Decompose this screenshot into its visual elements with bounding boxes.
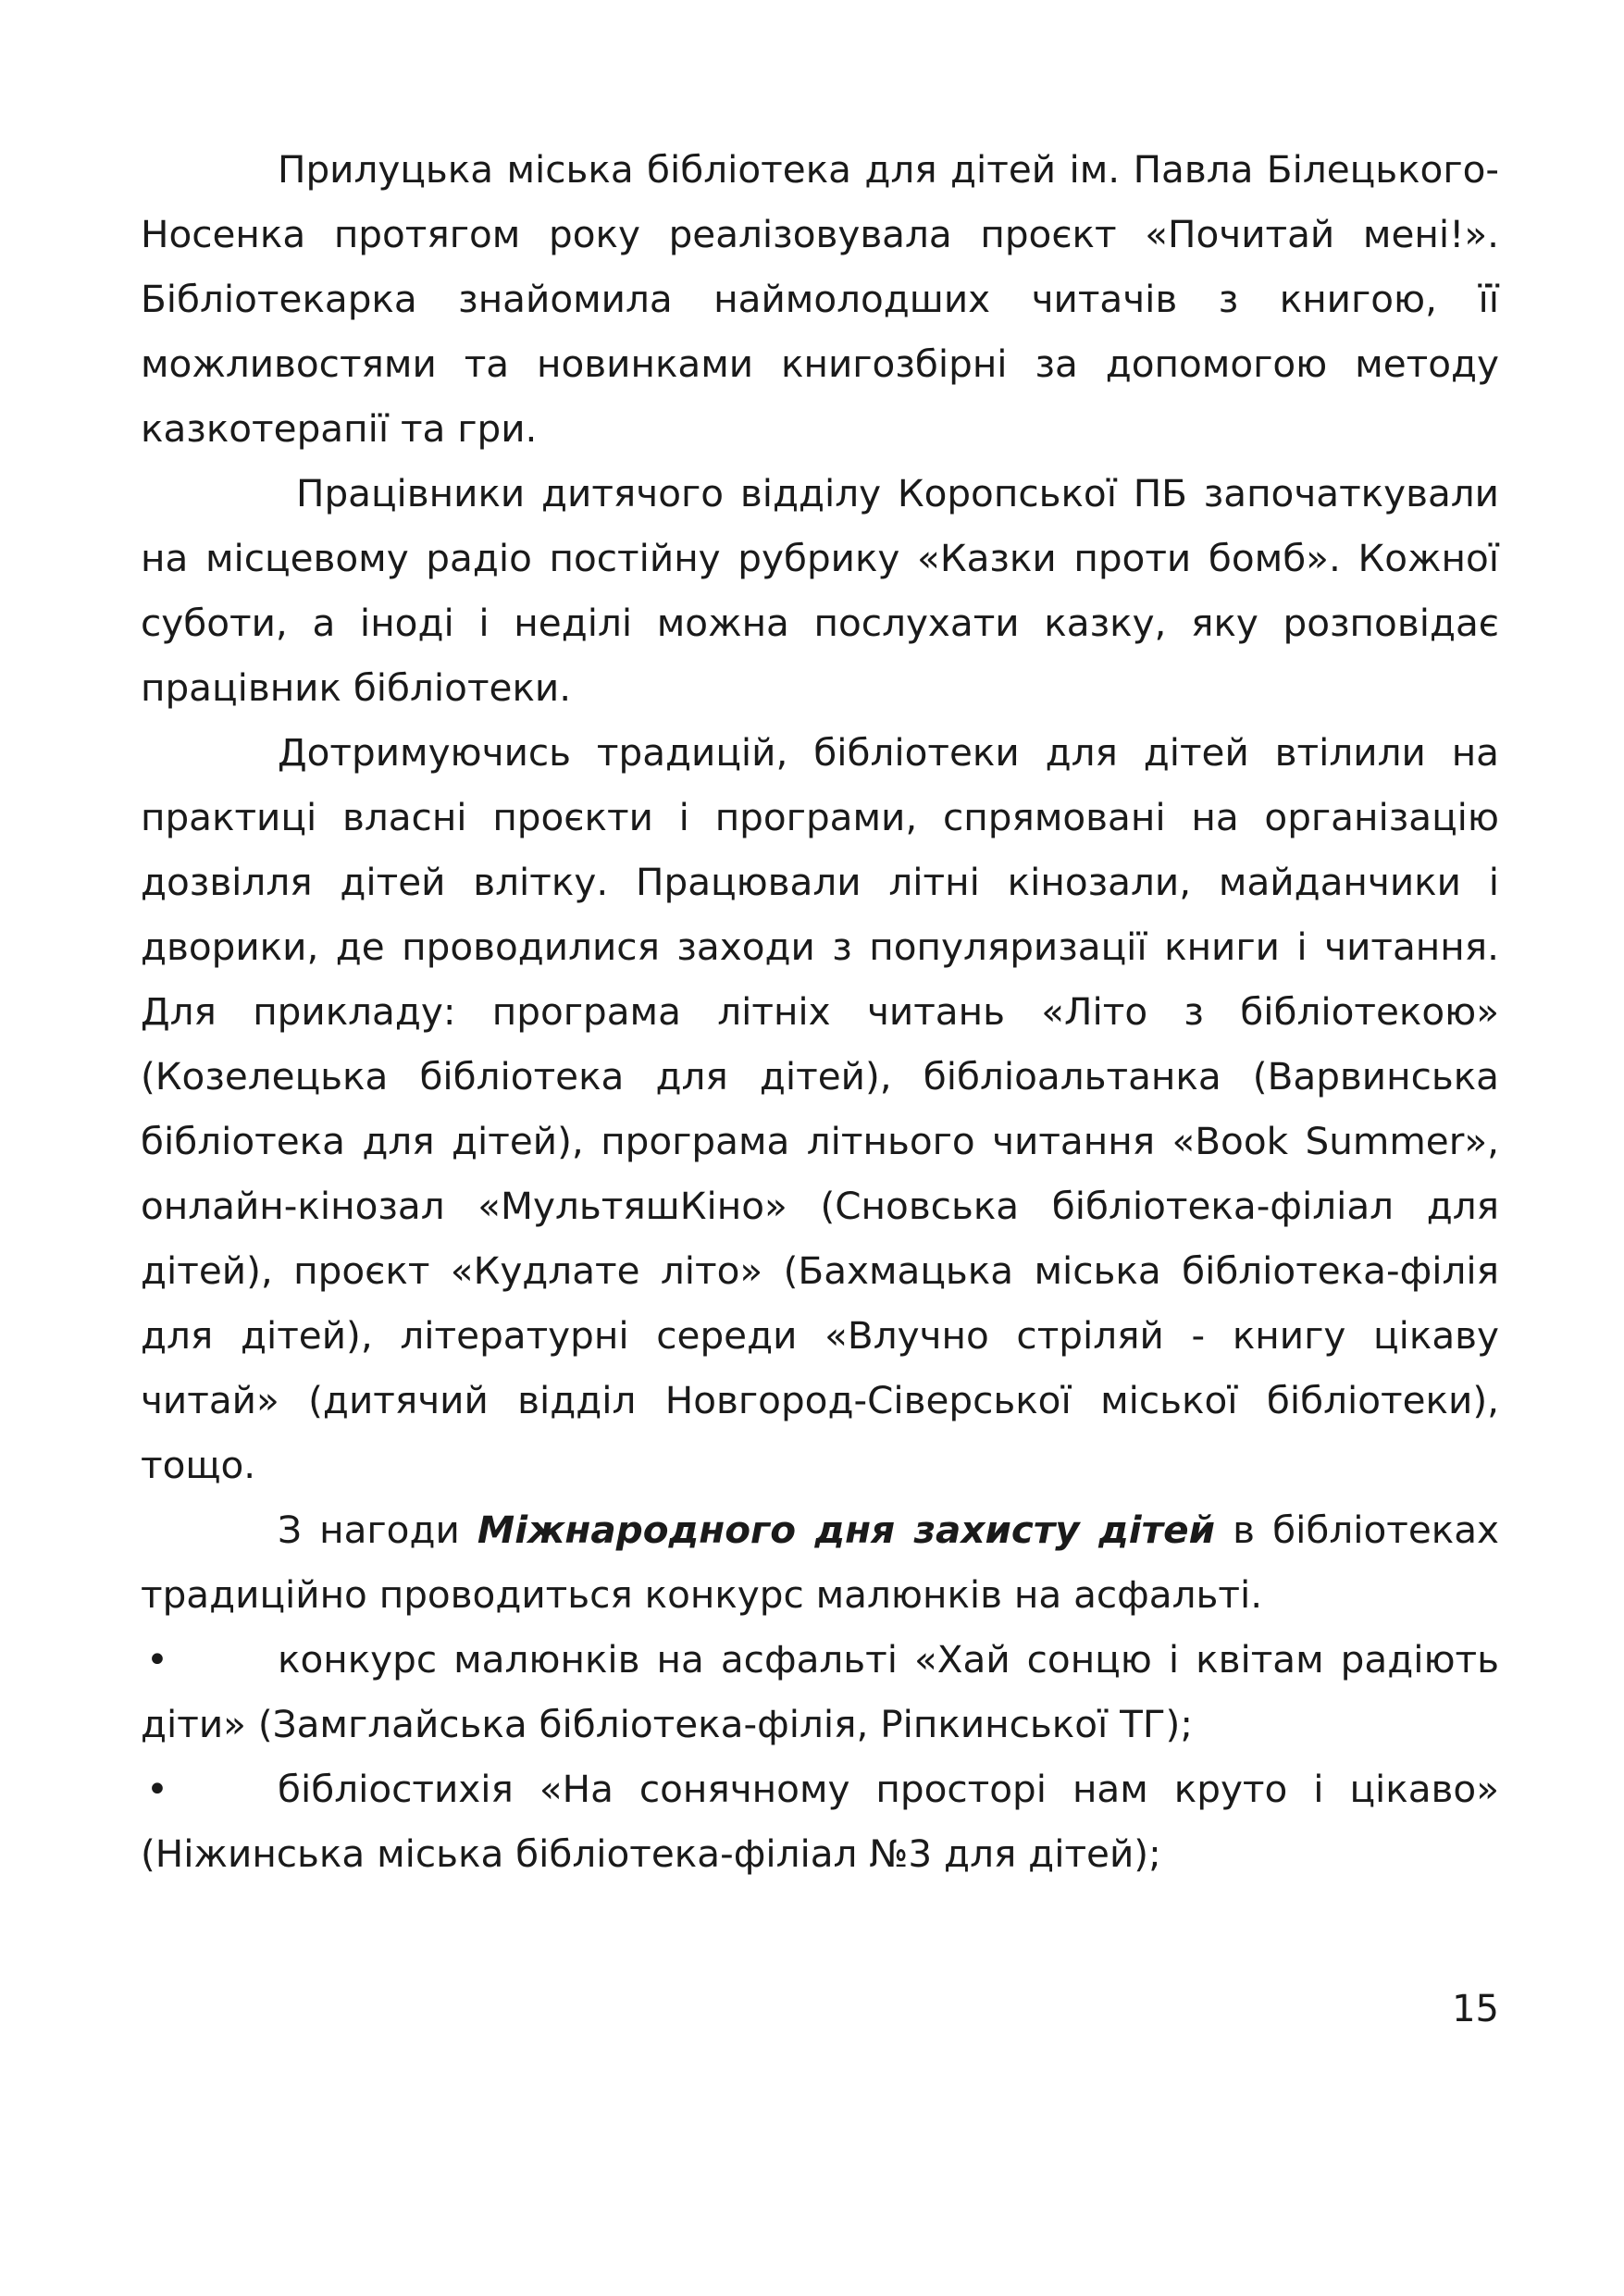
bullet-text: конкурс малюнків на асфальті «Хай сонцю і квітам радіють діти» (Замглайська бібліотека-філія, Ріпкинської ТГ); xyxy=(141,1637,1499,1746)
bullet-item-asphalt-contest xyxy=(141,1627,1499,1756)
bullet-item-bibliostykhiia xyxy=(141,1756,1499,1886)
paragraph-children-day xyxy=(141,1497,1499,1627)
bullet-text: бібліостихія «На сонячному просторі нам круто і цікаво» (Ніжинська міська бібліотека-філіал №3 для дітей); xyxy=(141,1767,1499,1876)
children-day-intro: З нагоди xyxy=(278,1508,477,1552)
bullet-marker: • xyxy=(146,1637,168,1682)
children-day-emphasis: Міжнародного дня захисту дітей xyxy=(477,1508,1215,1552)
paragraph-korop-radio: Працівники дитячого відділу Коропської ПБ започаткували на місцевому радіо постійну рубрику «Казки проти бомб». Кожної суботи, а іноді і неділі можна послухати казку, яку розповідає працівник бібліотеки. xyxy=(141,471,1499,710)
paragraph-summer-programs: Дотримуючись традицій, бібліотеки для дітей втілили на практиці власні проєкти і програми, спрямовані на організацію дозвілля дітей влітку. Працювали літні кінозали, майданчики і дворики, де проводилися заходи з популяризації книги і читання. Для прикладу: програма літніх читань «Літо з бібліотекою» (Козелецька бібліотека для дітей), бібліоальтанка (Варвинська бібліотека для дітей), програма літнього читання «Book Summer», онлайн-кінозал «МультяшКіно» (Сновська бібліотека-філіал для дітей), проєкт «Кудлате літо» (Бахмацька міська бібліотека-філія для дітей), літературні середи «Влучно стріляй - книгу цікаву читай» (дитячий відділ Новгород-Сіверської міської бібліотеки), тощо. xyxy=(141,730,1499,1487)
page-body xyxy=(141,137,1499,1886)
page-number: 15 xyxy=(1452,1988,1499,2030)
bullet-marker: • xyxy=(146,1767,168,1811)
paragraph-pryluky-library: Прилуцька міська бібліотека для дітей ім. Павла Білецького-Носенка протягом року реалізовувала проєкт «Почитай мені!». Бібліотекарка знайомила наймолодших читачів з книгою, її можливостями та новинками книгозбірні за допомогою методу казкотерапії та гри. xyxy=(141,147,1499,451)
children-day-rest: в бібліотеках традиційно проводиться конкурс малюнків на асфальті. xyxy=(141,1508,1500,1617)
